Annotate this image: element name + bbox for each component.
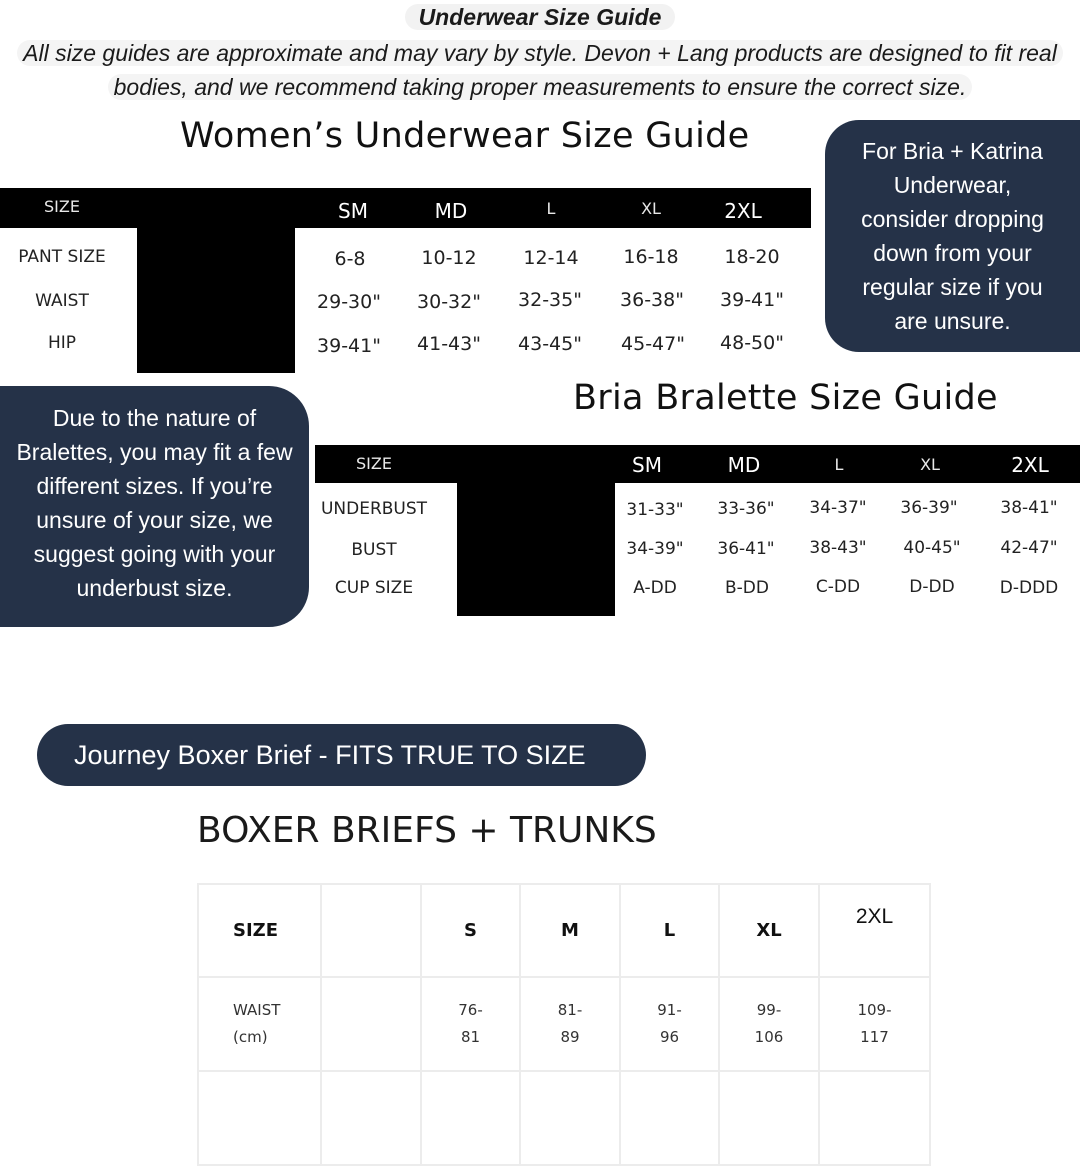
bralette-size-l: L — [834, 455, 844, 474]
bralette-row-label: CUP SIZE — [334, 578, 414, 598]
womens-size-l: L — [546, 199, 556, 218]
bralette-size-2xl: 2XL — [1011, 453, 1049, 477]
womens-size-xl: XL — [641, 199, 661, 218]
bralette-cell: C-DD — [815, 577, 861, 597]
intro-line-2: bodies, and we recommend taking proper measurements to ensure the correct size. — [108, 74, 973, 100]
womens-cell: 6-8 — [334, 248, 366, 270]
intro-line-1: All size guides are approximate and may vary by style. Devon + Lang products are designed to fit real — [17, 40, 1063, 66]
page-title — [0, 2, 1080, 32]
callout-line: Bralettes, you may fit a few — [16, 439, 293, 465]
cell-line: 91- — [657, 1001, 682, 1019]
cell-line: 81- — [557, 1001, 583, 1019]
boxer-cell — [520, 1071, 620, 1165]
bralette-cell: 33-36" — [717, 499, 775, 519]
boxer-size-label: SIZE — [198, 884, 321, 977]
callout-line: are unsure. — [894, 308, 1011, 334]
bralette-size-xl: XL — [920, 455, 940, 474]
callout-line: down from your — [873, 240, 1032, 266]
callout-line: consider dropping — [861, 206, 1044, 232]
womens-header-bar — [0, 188, 811, 228]
cell-line: 89 — [560, 1028, 580, 1046]
boxer-next-row-partial — [198, 1071, 930, 1165]
bralette-cell: 38-43" — [809, 538, 867, 558]
boxer-cell — [321, 1071, 421, 1165]
womens-size-sm: SM — [338, 199, 368, 223]
callout-line: Due to the nature of — [52, 405, 257, 431]
bralette-size-sm: SM — [632, 453, 662, 477]
womens-row-label: WAIST — [35, 291, 89, 311]
callout-line: suggest going with your — [33, 541, 276, 567]
boxer-size-2xl: 2XL — [819, 884, 930, 977]
boxer-cell — [620, 977, 719, 1071]
bralette-row-label: BUST — [351, 540, 397, 560]
bralette-guide-title: Bria Bralette Size Guide — [573, 378, 998, 418]
womens-cell: 36-38" — [620, 289, 684, 311]
boxer-cell — [520, 977, 620, 1071]
bralette-cell: B-DD — [725, 578, 769, 598]
bralette-black-block — [457, 445, 615, 616]
cell-line: 96 — [659, 1028, 680, 1046]
womens-cell: 29-30" — [317, 291, 381, 313]
womens-cell: 30-32" — [417, 291, 481, 313]
womens-cell: 12-14 — [523, 247, 579, 269]
callout-line: unsure of your size, we — [36, 507, 273, 533]
cell-line: 109- — [857, 1001, 892, 1019]
womens-cell: 10-12 — [421, 247, 477, 269]
boxer-empty-cell — [321, 977, 421, 1071]
callout-line: regular size if you — [862, 274, 1043, 300]
boxer-size-xl: XL — [719, 884, 819, 977]
womens-cell: 43-45" — [518, 333, 582, 355]
bralette-cell: 31-33" — [626, 500, 684, 520]
callout-line: underbust size. — [76, 575, 233, 601]
boxer-header-row — [198, 884, 930, 977]
womens-cell: 41-43" — [417, 333, 481, 355]
boxer-empty-cell — [321, 884, 421, 977]
boxer-cell — [421, 1071, 520, 1165]
bralette-cell: A-DD — [633, 578, 677, 598]
bralette-cell: D-DD — [909, 577, 955, 597]
bralette-size-md: MD — [727, 453, 761, 477]
cell-line: 81 — [460, 1028, 481, 1046]
bralette-sizing-callout — [0, 386, 309, 627]
underwear-sizing-callout — [825, 120, 1080, 352]
bralette-cell: D-DDD — [999, 578, 1059, 598]
womens-cell: 18-20 — [724, 246, 780, 268]
boxer-cell — [819, 977, 930, 1071]
cell-line: 76- — [458, 1001, 483, 1019]
boxer-cell — [719, 1071, 819, 1165]
boxer-size-l: L — [620, 884, 719, 977]
boxer-waist-label — [198, 977, 321, 1071]
cell-line: 117 — [860, 1028, 889, 1046]
cell-line: 106 — [754, 1028, 784, 1046]
boxer-size-table — [197, 883, 931, 1166]
page-title-text: Underwear Size Guide — [405, 4, 676, 30]
womens-black-block — [137, 188, 295, 373]
boxer-cell — [620, 1071, 719, 1165]
womens-size-label: SIZE — [44, 197, 80, 216]
womens-row-label: HIP — [47, 333, 77, 353]
boxer-cell — [819, 1071, 930, 1165]
womens-cell: 48-50" — [720, 332, 784, 354]
womens-size-md: MD — [434, 199, 468, 223]
womens-cell: 39-41" — [317, 335, 381, 357]
bralette-size-label: SIZE — [356, 454, 392, 473]
boxer-waist-row — [198, 977, 930, 1071]
womens-size-2xl: 2XL — [724, 199, 762, 223]
womens-cell: 45-47" — [621, 333, 685, 355]
womens-cell: 32-35" — [518, 289, 582, 311]
bralette-cell: 34-37" — [809, 498, 867, 518]
bralette-cell: 40-45" — [903, 538, 961, 558]
boxer-guide-title: BOXER BRIEFS + TRUNKS — [197, 810, 657, 851]
bralette-cell: 36-39" — [900, 498, 958, 518]
journey-boxer-pill: Journey Boxer Brief - FITS TRUE TO SIZE — [37, 724, 646, 786]
callout-line: For Bria + Katrina — [862, 138, 1043, 164]
bralette-header-bar — [315, 445, 1080, 483]
callout-line: different sizes. If you’re — [36, 473, 273, 499]
waist-unit-text: (cm) — [233, 1028, 268, 1046]
womens-row-label: PANT SIZE — [18, 247, 106, 267]
boxer-cell — [719, 977, 819, 1071]
bralette-cell: 36-41" — [717, 539, 775, 559]
boxer-cell — [198, 1071, 321, 1165]
womens-cell: 39-41" — [720, 289, 784, 311]
boxer-size-s: S — [421, 884, 520, 977]
bralette-row-label: UNDERBUST — [320, 499, 428, 519]
bralette-cell: 34-39" — [626, 539, 684, 559]
bralette-cell: 42-47" — [1000, 538, 1058, 558]
womens-cell: 16-18 — [623, 246, 679, 268]
womens-guide-title: Women’s Underwear Size Guide — [180, 116, 750, 156]
bralette-cell: 38-41" — [1000, 498, 1058, 518]
cell-line: 99- — [756, 1001, 782, 1019]
intro-text — [0, 36, 1080, 104]
callout-line: Underwear, — [893, 172, 1012, 198]
boxer-size-m: M — [520, 884, 620, 977]
waist-label-text: WAIST — [233, 1001, 281, 1019]
boxer-cell — [421, 977, 520, 1071]
